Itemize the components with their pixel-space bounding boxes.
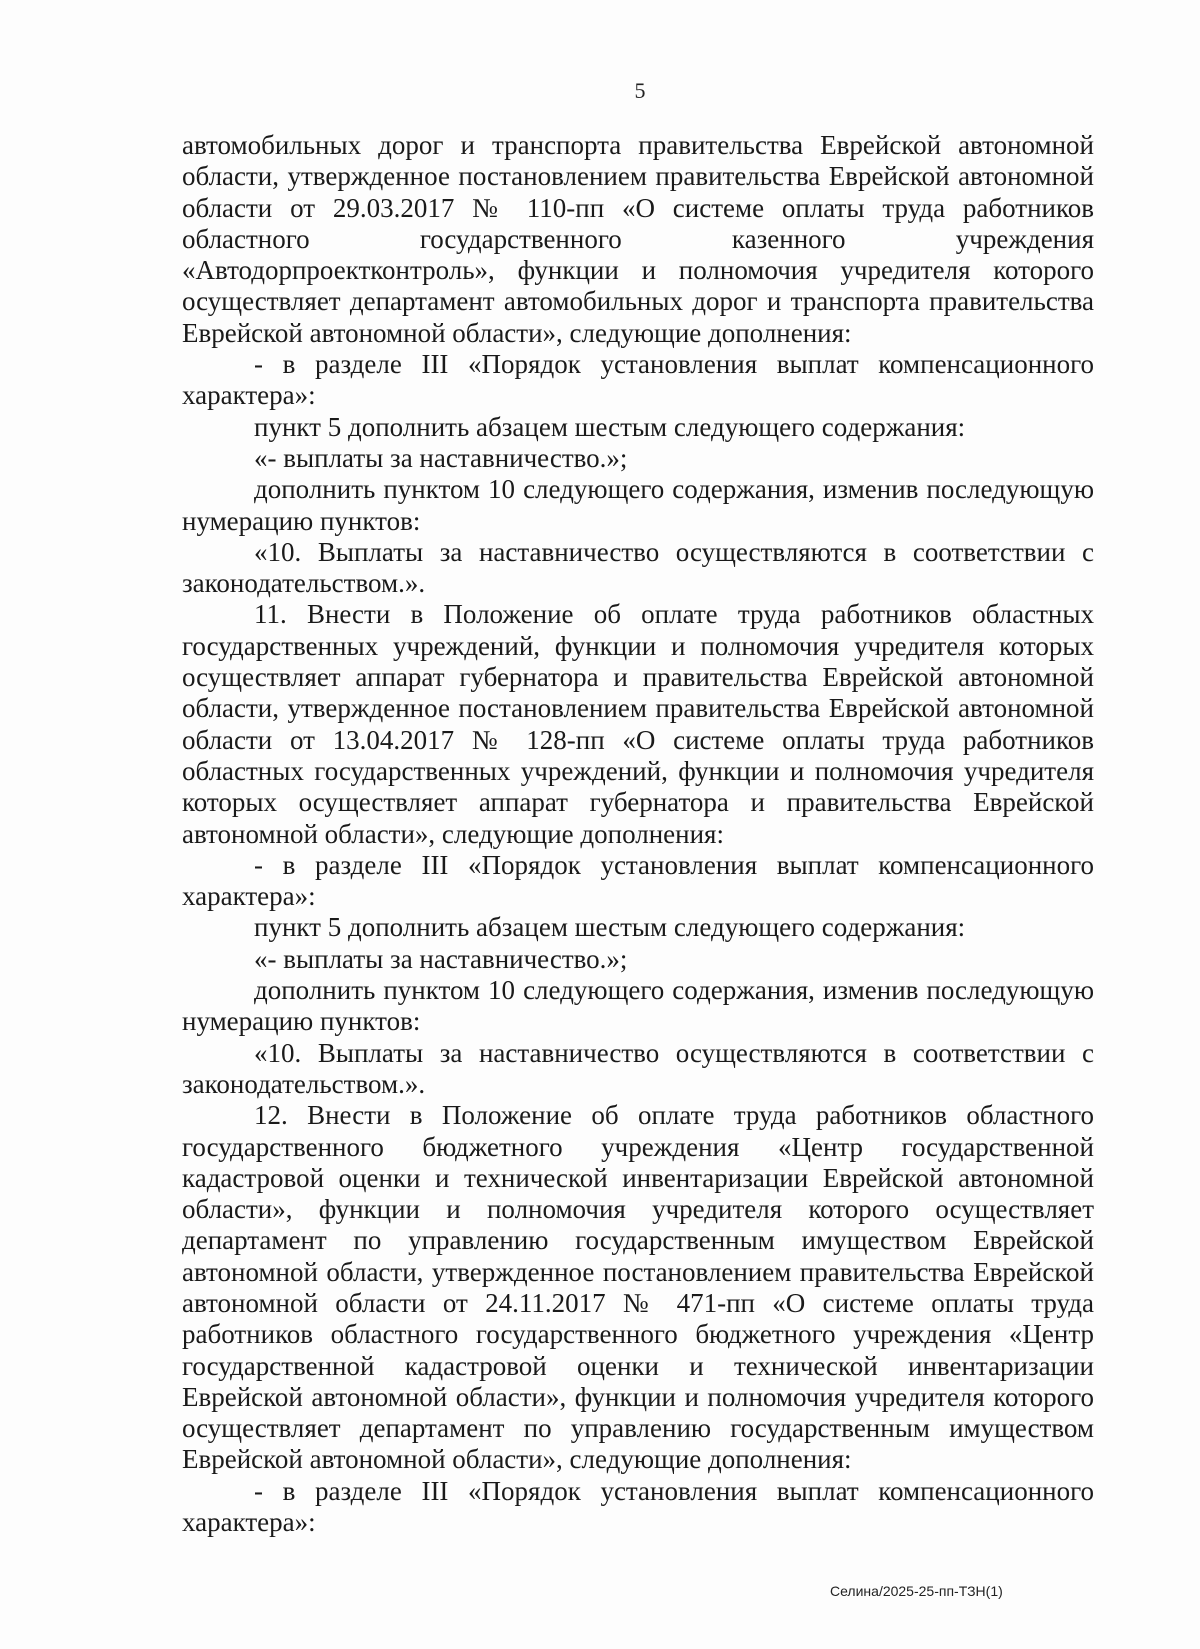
paragraph-item-11: 11. Внести в Положение об оплате труда работников областных государственных учреждений, функции и полномочия учредителя которых осуществляет аппарат губернатора и правительства Еврейской автономной области, утвержденное постановлением правительства Еврейской автономной области от 13.04.2017 № 128-пп «О системе оплаты труда работников областных государственных учреждений, функции и полномочия учредителя которых осуществляет аппарат губернатора и правительства Еврейской автономной области», следующие дополнения:	[182, 599, 1094, 849]
paragraph-point-5: пункт 5 дополнить абзацем шестым следующего содержания:	[254, 912, 966, 943]
document-footer-code: Селина/2025-25-пп-ТЗН(1)	[830, 1583, 1003, 1599]
paragraph-point-10-text: «10. Выплаты за наставничество осуществляются в соответствии с законодательством.».	[182, 1037, 1094, 1099]
paragraph-point-10-text: «10. Выплаты за наставничество осуществляются в соответствии с законодательством.».	[182, 536, 1094, 599]
paragraph-add-point-10: дополнить пунктом 10 следующего содержания, изменив последующую нумерацию пунктов:	[182, 975, 1094, 1037]
page-number: 5	[634, 78, 646, 103]
document-body	[182, 130, 1094, 1538]
paragraph-point-5: пункт 5 дополнить абзацем шестым следующего содержания:	[254, 411, 966, 442]
paragraph-add-point-10: дополнить пунктом 10 следующего содержания, изменив последующую нумерацию пунктов:	[182, 474, 1094, 536]
paragraph-section-iii: - в разделе III «Порядок установления выплат компенсационного характера»:	[182, 1475, 1094, 1538]
paragraph-mentoring-payments: «- выплаты за наставничество.»;	[254, 943, 628, 974]
paragraph-continuation: автомобильных дорог и транспорта правительства Еврейской автономной области, утвержденное постановлением правительства Еврейской автономной области от 29.03.2017 № 110-пп «О системе оплаты труда работников областного государственного казенного учреждения «Автодорпроектконтроль», функции и полномочия учредителя которого осуществляет департамент автомобильных дорог и транспорта правительства Еврейской автономной области», следующие дополнения:	[182, 130, 1094, 348]
paragraph-section-iii: - в разделе III «Порядок установления выплат компенсационного характера»:	[182, 349, 1094, 411]
paragraph-item-12: 12. Внести в Положение об оплате труда работников областного государственного бюджетного учреждения «Центр государственной кадастровой оценки и технической инвентаризации Еврейской автономной области», функции и полномочия учредителя которого осуществляет департамент по управлению государственным имуществом Еврейской автономной области, утвержденное постановлением правительства Еврейской автономной области от 24.11.2017 № 471-пп «О системе оплаты труда работников областного государственного бюджетного учреждения «Центр государственной кадастровой оценки и технической инвентаризации Еврейской автономной области», функции и полномочия учредителя которого осуществляет департамент по управлению государственным имуществом Еврейской автономной области», следующие дополнения:	[182, 1100, 1094, 1475]
paragraph-mentoring-payments: «- выплаты за наставничество.»;	[254, 442, 628, 473]
paragraph-section-iii: - в разделе III «Порядок установления выплат компенсационного характера»:	[182, 849, 1094, 912]
